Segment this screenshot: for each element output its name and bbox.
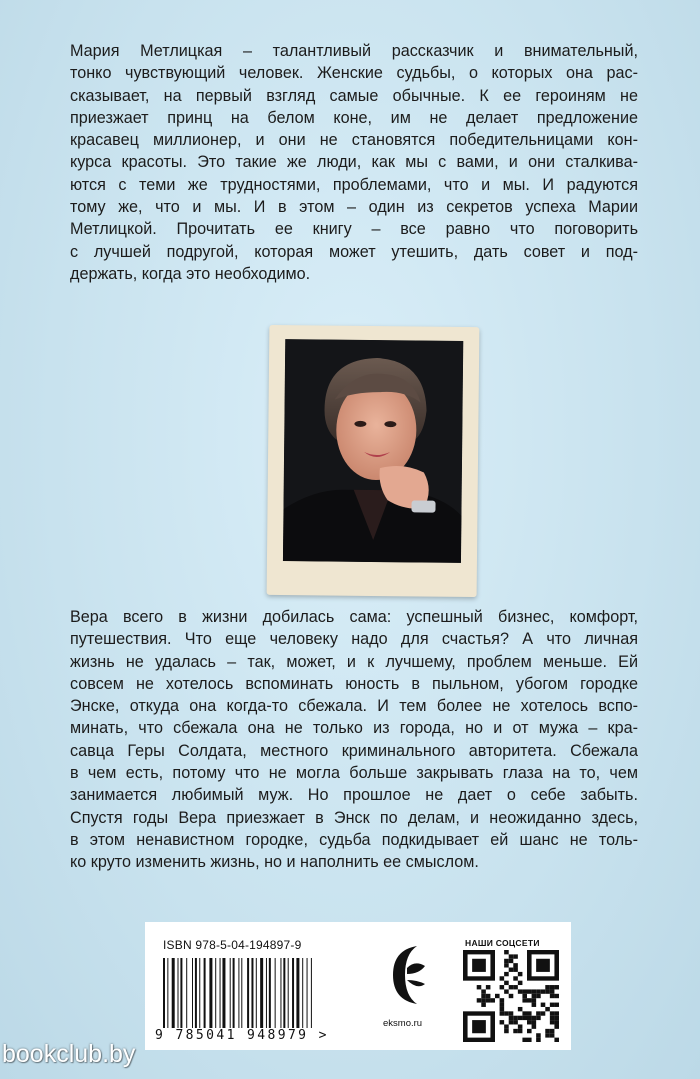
- barcode-bar: [222, 958, 225, 1028]
- qr-module: [495, 994, 500, 998]
- barcode-bar: [269, 958, 271, 1028]
- qr-module: [513, 1020, 518, 1024]
- barcode-bar: [230, 958, 231, 1028]
- book-summary: [70, 606, 638, 874]
- barcode-bar: [283, 958, 285, 1028]
- barcode-bar: [186, 958, 187, 1028]
- author-portrait-image: [283, 339, 463, 563]
- qr-module: [504, 981, 509, 985]
- barcode-bar: [296, 958, 299, 1028]
- summary-line: занимается любимый муж. Но прошлое не дает о себе забыть.: [70, 786, 638, 805]
- annotation-line: тонко чувствующий человек. Женские судьбы, о которых она рас-: [70, 64, 638, 83]
- annotation-line: тому же, что и мы. И в этом – один из секретов успеха Марии: [70, 198, 638, 217]
- qr-module: [545, 1033, 550, 1037]
- qr-module: [541, 1003, 546, 1007]
- qr-module: [504, 989, 509, 993]
- barcode-bar: [172, 958, 175, 1028]
- qr-module: [522, 1016, 527, 1020]
- qr-code-icon: [463, 950, 559, 1042]
- barcode-bar: [233, 958, 235, 1028]
- annotation-line: Метлицкой. Прочитать ее книгу – все равно что поговорить: [70, 220, 638, 239]
- barcode-bar: [251, 958, 253, 1028]
- summary-line: в этом ненавистном городке, судьба подкидывает ей шанс не толь-: [70, 830, 638, 849]
- isbn-label: ISBN 978-5-04-194897-9: [163, 938, 302, 952]
- annotation-line: Мария Метлицкая – талантливый рассказчик и внимательный,: [70, 42, 638, 60]
- qr-module: [527, 998, 532, 1002]
- annotation-line: ются с теми же трудностями, проблемами, что и мы. И радуются: [70, 175, 638, 194]
- summary-line: ко круто изменить жизнь, но и наполнить ее смыслом.: [70, 853, 479, 872]
- barcode-bar: [238, 958, 239, 1028]
- qr-module: [522, 1011, 527, 1015]
- barcode-bar: [192, 958, 193, 1028]
- barcode-bar: [204, 958, 206, 1028]
- annotation-line: держать, когда это необходимо.: [70, 264, 311, 283]
- barcode-bar: [195, 958, 197, 1028]
- qr-module: [532, 1016, 537, 1020]
- social-title: НАШИ СОЦСЕТИ: [465, 938, 540, 948]
- qr-module: [518, 989, 523, 993]
- qr-module: [545, 1007, 550, 1011]
- qr-module: [554, 1038, 559, 1042]
- summary-line: минать, что сбежала она не только из города, но и от мужа – кра-: [70, 719, 638, 738]
- qr-module: [550, 985, 555, 989]
- qr-module: [513, 985, 518, 989]
- qr-module: [532, 1020, 537, 1024]
- qr-module: [504, 963, 509, 967]
- qr-module: [504, 972, 509, 976]
- qr-module: [490, 998, 495, 1002]
- qr-module: [527, 1020, 532, 1024]
- barcode-bar: [266, 958, 267, 1028]
- qr-module: [509, 994, 514, 998]
- barcode-bar: [280, 958, 281, 1028]
- qr-module: [532, 1024, 537, 1028]
- qr-module: [500, 976, 505, 980]
- qr-module: [536, 1011, 541, 1015]
- qr-module: [554, 1020, 559, 1024]
- qr-module: [513, 968, 518, 972]
- summary-line: савца Геры Солдата, местного криминального авторитета. Сбежала: [70, 741, 638, 760]
- qr-module: [500, 1020, 505, 1024]
- qr-module: [513, 1016, 518, 1020]
- qr-module: [486, 998, 491, 1002]
- qr-module: [500, 1011, 505, 1015]
- qr-module: [550, 989, 555, 993]
- qr-module: [509, 985, 514, 989]
- qr-module: [554, 1011, 559, 1015]
- qr-module: [550, 1011, 555, 1015]
- qr-module: [481, 1003, 486, 1007]
- qr-module: [477, 998, 482, 1002]
- qr-module: [545, 1029, 550, 1033]
- qr-module: [518, 981, 523, 985]
- author-photo: [283, 339, 463, 563]
- qr-module: [532, 1003, 537, 1007]
- barcode-bar: [167, 958, 168, 1028]
- qr-module: [481, 989, 486, 993]
- summary-line: в чем есть, потому что не могла больше закрывать глаза на то, чем: [70, 764, 638, 783]
- barcode-bar: [220, 958, 221, 1028]
- qr-module: [554, 1016, 559, 1020]
- qr-module: [541, 989, 546, 993]
- qr-module: [477, 985, 482, 989]
- qr-module: [509, 1011, 514, 1015]
- author-photo-frame: [267, 325, 480, 597]
- qr-module: [550, 1003, 555, 1007]
- qr-module: [532, 994, 537, 998]
- qr-module: [500, 998, 505, 1002]
- barcode-bar: [180, 958, 182, 1028]
- barcode-bar: [275, 958, 276, 1028]
- barcode-bar: [163, 958, 165, 1028]
- qr-module: [536, 989, 541, 993]
- qr-module: [550, 1016, 555, 1020]
- barcode-bar: [292, 958, 294, 1028]
- qr-module: [522, 989, 527, 993]
- eksmo-logo-icon: [387, 940, 429, 1010]
- summary-line: Спустя годы Вера приезжает в Энск по делам, и неожиданно здесь,: [70, 808, 638, 827]
- qr-module: [500, 1007, 505, 1011]
- qr-module: [509, 959, 514, 963]
- barcode-bar: [209, 958, 212, 1028]
- barcode-bar: [215, 958, 216, 1028]
- qr-module: [518, 1024, 523, 1028]
- barcode-digits: 9 785041 948979 >: [155, 1028, 329, 1043]
- qr-module: [486, 994, 491, 998]
- summary-line: Энске, откуда она когда-то сбежала. И тем более не хотелось вспо-: [70, 697, 638, 716]
- qr-module: [481, 998, 486, 1002]
- barcode-bar: [178, 958, 179, 1028]
- qr-module: [554, 994, 559, 998]
- qr-module: [527, 1038, 532, 1042]
- barcode-bar: [256, 958, 257, 1028]
- qr-module: [513, 976, 518, 980]
- qr-module: [554, 985, 559, 989]
- qr-module: [536, 1016, 541, 1020]
- qr-module: [509, 968, 514, 972]
- qr-module: [504, 959, 509, 963]
- qr-module: [550, 1029, 555, 1033]
- barcode-bar: [288, 958, 289, 1028]
- watermark: bookclub.by: [2, 1040, 136, 1068]
- qr-module: [550, 994, 555, 998]
- qr-module: [486, 985, 491, 989]
- qr-finder: [472, 1020, 486, 1033]
- barcode-panel: [145, 922, 571, 1050]
- qr-module: [509, 1020, 514, 1024]
- publisher-site: eksmo.ru: [383, 1018, 423, 1029]
- qr-module: [545, 985, 550, 989]
- summary-line: путешествия. Что еще человеку надо для счастья? А что личная: [70, 630, 638, 649]
- annotation-line: приезжает принц на белом коне, им не делает предложение: [70, 108, 638, 127]
- barcode-bar: [199, 958, 200, 1028]
- qr-module: [541, 1011, 546, 1015]
- qr-finder: [536, 959, 550, 972]
- barcode-bar: [241, 958, 242, 1028]
- barcode-bar: [307, 958, 308, 1028]
- qr-module: [536, 1038, 541, 1042]
- qr-finder: [472, 959, 486, 972]
- qr-module: [509, 954, 514, 958]
- qr-module: [500, 985, 505, 989]
- qr-module: [527, 1016, 532, 1020]
- qr-module: [550, 1020, 555, 1024]
- qr-module: [527, 1029, 532, 1033]
- qr-module: [509, 1016, 514, 1020]
- qr-module: [518, 1029, 523, 1033]
- qr-module: [532, 998, 537, 1002]
- qr-module: [504, 950, 509, 954]
- qr-module: [504, 1029, 509, 1033]
- qr-module: [513, 1029, 518, 1033]
- qr-module: [545, 989, 550, 993]
- qr-module: [550, 1033, 555, 1037]
- annotation-line: с лучшей подругой, которая может утешить, дать совет и под-: [70, 242, 638, 261]
- qr-module: [518, 1016, 523, 1020]
- barcode-bar: [260, 958, 263, 1028]
- qr-module: [518, 1007, 523, 1011]
- qr-module: [513, 954, 518, 958]
- qr-module: [522, 998, 527, 1002]
- qr-module: [504, 1011, 509, 1015]
- summary-line: совсем не хотелось вспоминать юность в пыльном, убогом городке: [70, 674, 638, 693]
- qr-module: [554, 1003, 559, 1007]
- annotation-line: красавец миллионер, и они не становятся победительницами кон-: [70, 131, 638, 150]
- qr-module: [504, 1024, 509, 1028]
- barcode-bar: [247, 958, 249, 1028]
- barcode-icon: [163, 958, 355, 1028]
- author-annotation: [70, 40, 638, 285]
- qr-module: [522, 994, 527, 998]
- summary-line: Вера всего в жизни добилась сама: успешный бизнес, комфорт,: [70, 608, 638, 626]
- qr-module: [513, 963, 518, 967]
- qr-module: [536, 994, 541, 998]
- qr-module: [536, 1033, 541, 1037]
- qr-module: [500, 1003, 505, 1007]
- qr-module: [522, 1038, 527, 1042]
- qr-module: [481, 994, 486, 998]
- qr-module: [518, 972, 523, 976]
- barcode-bar: [302, 958, 303, 1028]
- qr-module: [554, 1024, 559, 1028]
- annotation-line: сказывает, на первый взгляд самые обычные. К ее героиням не: [70, 86, 638, 105]
- qr-module: [527, 1011, 532, 1015]
- summary-line: жизнь не удалась – так, может, и к лучшему, проблем меньше. Ей: [70, 652, 638, 671]
- annotation-line: курса красоты. Это такие же люди, как мы с вами, и они сталкива-: [70, 153, 638, 172]
- qr-module: [532, 989, 537, 993]
- qr-module: [527, 989, 532, 993]
- barcode-bar: [311, 958, 312, 1028]
